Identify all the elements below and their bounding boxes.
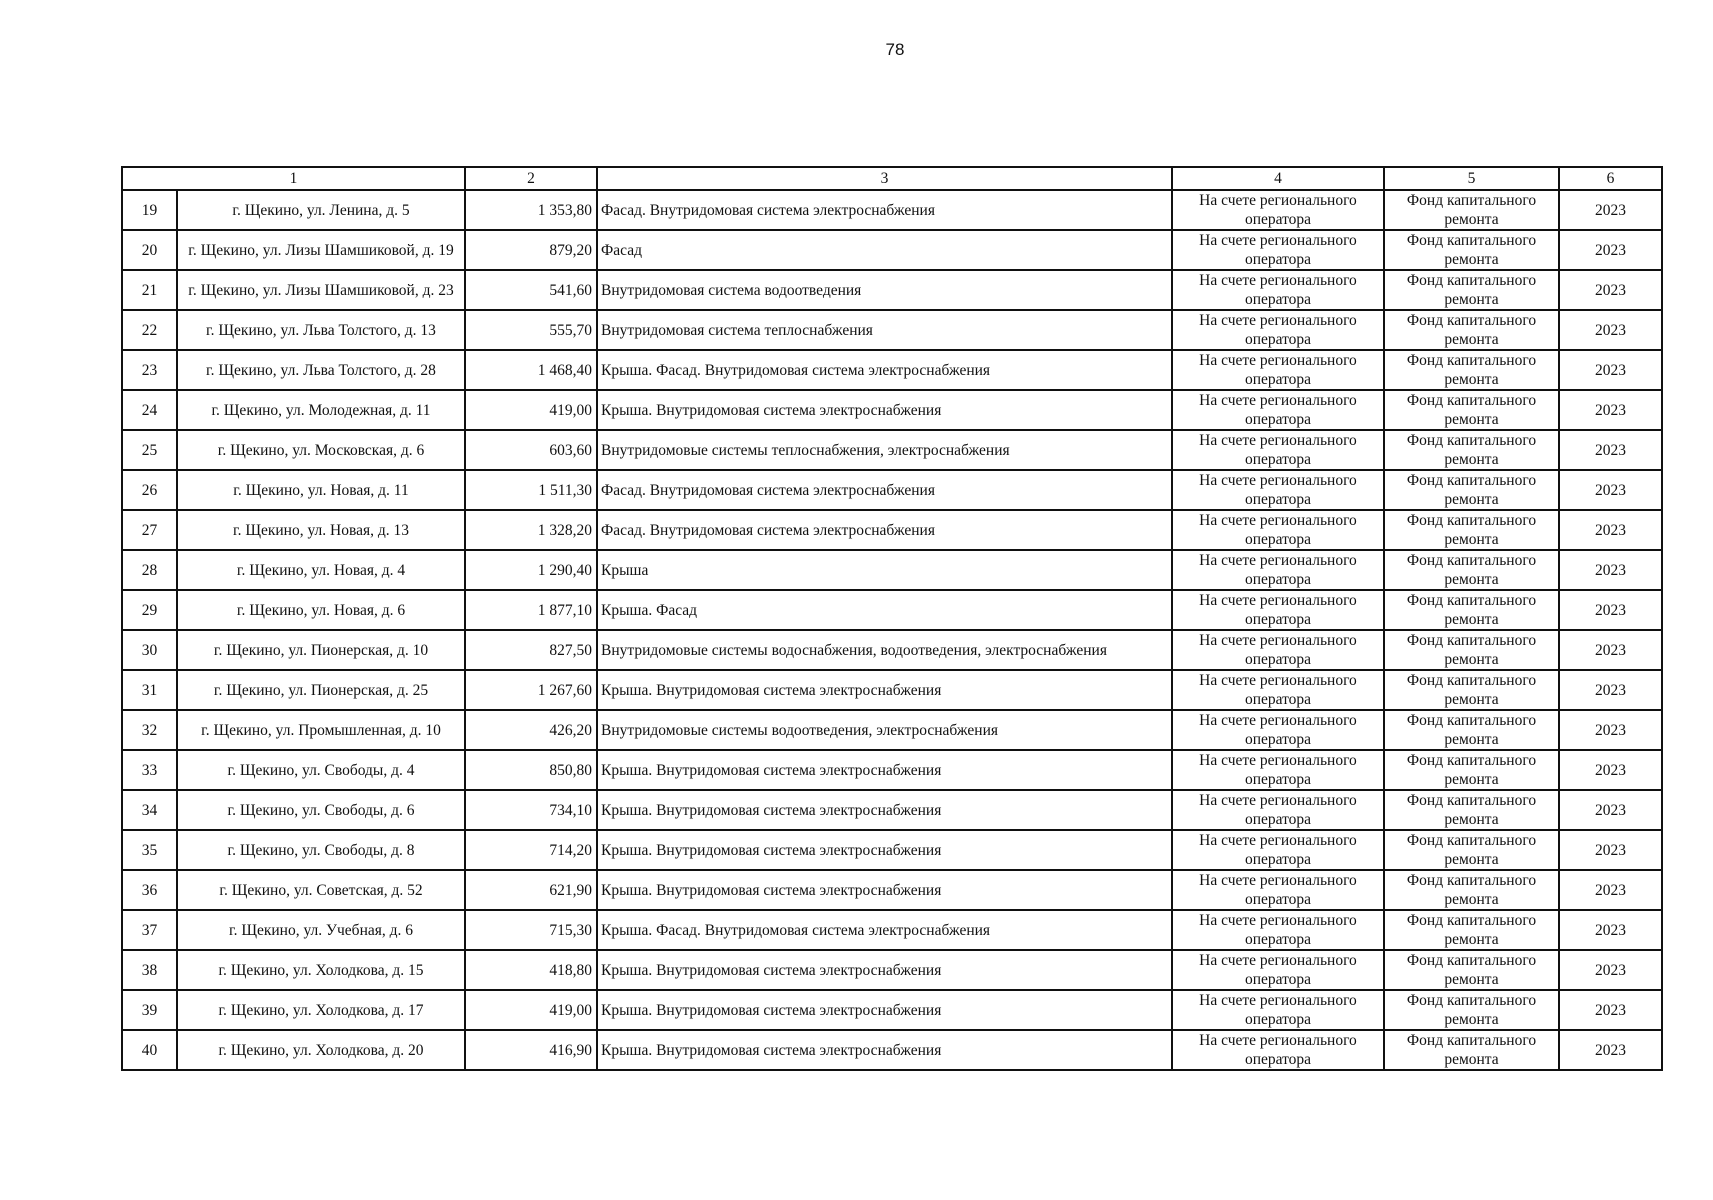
funding-source-cell: Фонд капитального ремонта	[1384, 270, 1559, 310]
year-cell: 2023	[1559, 270, 1662, 310]
funding-source-cell: Фонд капитального ремонта	[1384, 1030, 1559, 1070]
works-cell: Внутридомовые системы водоотведения, электроснабжения	[597, 710, 1172, 750]
area-cell: 1 353,80	[465, 190, 597, 230]
table-row	[122, 590, 1662, 630]
table-row	[122, 910, 1662, 950]
row-number: 27	[122, 510, 177, 550]
table-row	[122, 310, 1662, 350]
account-cell: На счете регионального оператора	[1172, 350, 1384, 390]
account-cell: На счете регионального оператора	[1172, 710, 1384, 750]
address-cell: г. Щекино, ул. Льва Толстого, д. 13	[177, 310, 465, 350]
works-cell: Крыша. Внутридомовая система электроснабжения	[597, 390, 1172, 430]
area-cell: 850,80	[465, 750, 597, 790]
area-cell: 1 877,10	[465, 590, 597, 630]
table-row	[122, 670, 1662, 710]
table-row	[122, 190, 1662, 230]
account-cell: На счете регионального оператора	[1172, 190, 1384, 230]
works-cell: Крыша. Фасад. Внутридомовая система электроснабжения	[597, 350, 1172, 390]
address-cell: г. Щекино, ул. Новая, д. 11	[177, 470, 465, 510]
area-cell: 714,20	[465, 830, 597, 870]
address-cell: г. Щекино, ул. Ленина, д. 5	[177, 190, 465, 230]
row-number: 34	[122, 790, 177, 830]
table-row	[122, 390, 1662, 430]
area-cell: 1 267,60	[465, 670, 597, 710]
funding-source-cell: Фонд капитального ремонта	[1384, 630, 1559, 670]
address-cell: г. Щекино, ул. Холодкова, д. 17	[177, 990, 465, 1030]
year-cell: 2023	[1559, 470, 1662, 510]
table-row	[122, 630, 1662, 670]
address-cell: г. Щекино, ул. Советская, д. 52	[177, 870, 465, 910]
account-cell: На счете регионального оператора	[1172, 1030, 1384, 1070]
address-cell: г. Щекино, ул. Промышленная, д. 10	[177, 710, 465, 750]
address-cell: г. Щекино, ул. Новая, д. 13	[177, 510, 465, 550]
funding-source-cell: Фонд капитального ремонта	[1384, 830, 1559, 870]
area-cell: 416,90	[465, 1030, 597, 1070]
account-cell: На счете регионального оператора	[1172, 510, 1384, 550]
works-cell: Крыша. Внутридомовая система электроснабжения	[597, 870, 1172, 910]
year-cell: 2023	[1559, 190, 1662, 230]
area-cell: 419,00	[465, 990, 597, 1030]
column-header-5: 5	[1384, 167, 1559, 190]
row-number: 32	[122, 710, 177, 750]
row-number: 24	[122, 390, 177, 430]
year-cell: 2023	[1559, 510, 1662, 550]
account-cell: На счете регионального оператора	[1172, 750, 1384, 790]
year-cell: 2023	[1559, 990, 1662, 1030]
table-row	[122, 710, 1662, 750]
area-cell: 1 468,40	[465, 350, 597, 390]
area-cell: 827,50	[465, 630, 597, 670]
address-cell: г. Щекино, ул. Пионерская, д. 25	[177, 670, 465, 710]
area-cell: 1 328,20	[465, 510, 597, 550]
column-header-1: 1	[122, 167, 465, 190]
works-cell: Внутридомовая система водоотведения	[597, 270, 1172, 310]
area-cell: 1 511,30	[465, 470, 597, 510]
funding-source-cell: Фонд капитального ремонта	[1384, 550, 1559, 590]
account-cell: На счете регионального оператора	[1172, 230, 1384, 270]
year-cell: 2023	[1559, 830, 1662, 870]
address-cell: г. Щекино, ул. Новая, д. 6	[177, 590, 465, 630]
address-cell: г. Щекино, ул. Свободы, д. 4	[177, 750, 465, 790]
row-number: 26	[122, 470, 177, 510]
area-cell: 419,00	[465, 390, 597, 430]
table-row	[122, 470, 1662, 510]
account-cell: На счете регионального оператора	[1172, 590, 1384, 630]
table-row	[122, 990, 1662, 1030]
row-number: 25	[122, 430, 177, 470]
year-cell: 2023	[1559, 310, 1662, 350]
area-cell: 541,60	[465, 270, 597, 310]
table-row	[122, 790, 1662, 830]
funding-source-cell: Фонд капитального ремонта	[1384, 790, 1559, 830]
funding-source-cell: Фонд капитального ремонта	[1384, 350, 1559, 390]
row-number: 23	[122, 350, 177, 390]
works-cell: Фасад	[597, 230, 1172, 270]
account-cell: На счете регионального оператора	[1172, 950, 1384, 990]
year-cell: 2023	[1559, 870, 1662, 910]
account-cell: На счете регионального оператора	[1172, 670, 1384, 710]
works-cell: Крыша. Внутридомовая система электроснабжения	[597, 750, 1172, 790]
account-cell: На счете регионального оператора	[1172, 870, 1384, 910]
funding-source-cell: Фонд капитального ремонта	[1384, 950, 1559, 990]
row-number: 33	[122, 750, 177, 790]
address-cell: г. Щекино, ул. Лизы Шамшиковой, д. 19	[177, 230, 465, 270]
account-cell: На счете регионального оператора	[1172, 830, 1384, 870]
account-cell: На счете регионального оператора	[1172, 470, 1384, 510]
row-number: 22	[122, 310, 177, 350]
works-cell: Фасад. Внутридомовая система электроснабжения	[597, 510, 1172, 550]
area-cell: 715,30	[465, 910, 597, 950]
funding-source-cell: Фонд капитального ремонта	[1384, 870, 1559, 910]
table-header-row	[122, 167, 1662, 190]
funding-source-cell: Фонд капитального ремонта	[1384, 910, 1559, 950]
row-number: 20	[122, 230, 177, 270]
address-cell: г. Щекино, ул. Холодкова, д. 15	[177, 950, 465, 990]
works-cell: Крыша	[597, 550, 1172, 590]
address-cell: г. Щекино, ул. Московская, д. 6	[177, 430, 465, 470]
repair-program-table	[121, 166, 1663, 1071]
year-cell: 2023	[1559, 950, 1662, 990]
table-row	[122, 510, 1662, 550]
year-cell: 2023	[1559, 910, 1662, 950]
account-cell: На счете регионального оператора	[1172, 430, 1384, 470]
works-cell: Крыша. Внутридомовая система электроснабжения	[597, 990, 1172, 1030]
year-cell: 2023	[1559, 750, 1662, 790]
year-cell: 2023	[1559, 630, 1662, 670]
table-row	[122, 750, 1662, 790]
funding-source-cell: Фонд капитального ремонта	[1384, 510, 1559, 550]
works-cell: Крыша. Внутридомовая система электроснабжения	[597, 790, 1172, 830]
works-cell: Крыша. Фасад	[597, 590, 1172, 630]
year-cell: 2023	[1559, 670, 1662, 710]
column-header-4: 4	[1172, 167, 1384, 190]
funding-source-cell: Фонд капитального ремонта	[1384, 710, 1559, 750]
works-cell: Внутридомовая система теплоснабжения	[597, 310, 1172, 350]
row-number: 40	[122, 1030, 177, 1070]
account-cell: На счете регионального оператора	[1172, 390, 1384, 430]
account-cell: На счете регионального оператора	[1172, 990, 1384, 1030]
funding-source-cell: Фонд капитального ремонта	[1384, 190, 1559, 230]
row-number: 37	[122, 910, 177, 950]
column-header-2: 2	[465, 167, 597, 190]
row-number: 35	[122, 830, 177, 870]
table-row	[122, 950, 1662, 990]
year-cell: 2023	[1559, 390, 1662, 430]
row-number: 31	[122, 670, 177, 710]
year-cell: 2023	[1559, 230, 1662, 270]
table-row	[122, 230, 1662, 270]
column-header-6: 6	[1559, 167, 1662, 190]
year-cell: 2023	[1559, 550, 1662, 590]
area-cell: 418,80	[465, 950, 597, 990]
year-cell: 2023	[1559, 710, 1662, 750]
address-cell: г. Щекино, ул. Свободы, д. 8	[177, 830, 465, 870]
row-number: 39	[122, 990, 177, 1030]
works-cell: Крыша. Внутридомовая система электроснабжения	[597, 950, 1172, 990]
address-cell: г. Щекино, ул. Льва Толстого, д. 28	[177, 350, 465, 390]
works-cell: Крыша. Внутридомовая система электроснабжения	[597, 830, 1172, 870]
funding-source-cell: Фонд капитального ремонта	[1384, 470, 1559, 510]
area-cell: 603,60	[465, 430, 597, 470]
year-cell: 2023	[1559, 590, 1662, 630]
funding-source-cell: Фонд капитального ремонта	[1384, 670, 1559, 710]
table-row	[122, 870, 1662, 910]
funding-source-cell: Фонд капитального ремонта	[1384, 230, 1559, 270]
funding-source-cell: Фонд капитального ремонта	[1384, 750, 1559, 790]
year-cell: 2023	[1559, 350, 1662, 390]
address-cell: г. Щекино, ул. Новая, д. 4	[177, 550, 465, 590]
address-cell: г. Щекино, ул. Учебная, д. 6	[177, 910, 465, 950]
row-number: 19	[122, 190, 177, 230]
works-cell: Фасад. Внутридомовая система электроснабжения	[597, 190, 1172, 230]
area-cell: 734,10	[465, 790, 597, 830]
year-cell: 2023	[1559, 790, 1662, 830]
account-cell: На счете регионального оператора	[1172, 550, 1384, 590]
area-cell: 555,70	[465, 310, 597, 350]
table-row	[122, 430, 1662, 470]
address-cell: г. Щекино, ул. Лизы Шамшиковой, д. 23	[177, 270, 465, 310]
row-number: 28	[122, 550, 177, 590]
table-row	[122, 270, 1662, 310]
funding-source-cell: Фонд капитального ремонта	[1384, 430, 1559, 470]
address-cell: г. Щекино, ул. Молодежная, д. 11	[177, 390, 465, 430]
works-cell: Крыша. Внутридомовая система электроснабжения	[597, 1030, 1172, 1070]
table-body	[122, 167, 1662, 1070]
column-header-3: 3	[597, 167, 1172, 190]
funding-source-cell: Фонд капитального ремонта	[1384, 590, 1559, 630]
row-number: 30	[122, 630, 177, 670]
year-cell: 2023	[1559, 1030, 1662, 1070]
year-cell: 2023	[1559, 430, 1662, 470]
funding-source-cell: Фонд капитального ремонта	[1384, 310, 1559, 350]
account-cell: На счете регионального оператора	[1172, 310, 1384, 350]
funding-source-cell: Фонд капитального ремонта	[1384, 390, 1559, 430]
works-cell: Внутридомовые системы теплоснабжения, электроснабжения	[597, 430, 1172, 470]
row-number: 38	[122, 950, 177, 990]
address-cell: г. Щекино, ул. Пионерская, д. 10	[177, 630, 465, 670]
works-cell: Фасад. Внутридомовая система электроснабжения	[597, 470, 1172, 510]
row-number: 21	[122, 270, 177, 310]
works-cell: Крыша. Фасад. Внутридомовая система электроснабжения	[597, 910, 1172, 950]
works-cell: Крыша. Внутридомовая система электроснабжения	[597, 670, 1172, 710]
table-row	[122, 550, 1662, 590]
table-row	[122, 350, 1662, 390]
works-cell: Внутридомовые системы водоснабжения, водоотведения, электроснабжения	[597, 630, 1172, 670]
row-number: 36	[122, 870, 177, 910]
account-cell: На счете регионального оператора	[1172, 910, 1384, 950]
page-number: 78	[885, 40, 905, 59]
address-cell: г. Щекино, ул. Свободы, д. 6	[177, 790, 465, 830]
table-row	[122, 830, 1662, 870]
funding-source-cell: Фонд капитального ремонта	[1384, 990, 1559, 1030]
area-cell: 621,90	[465, 870, 597, 910]
area-cell: 879,20	[465, 230, 597, 270]
row-number: 29	[122, 590, 177, 630]
area-cell: 1 290,40	[465, 550, 597, 590]
table-row	[122, 1030, 1662, 1070]
address-cell: г. Щекино, ул. Холодкова, д. 20	[177, 1030, 465, 1070]
area-cell: 426,20	[465, 710, 597, 750]
account-cell: На счете регионального оператора	[1172, 270, 1384, 310]
account-cell: На счете регионального оператора	[1172, 630, 1384, 670]
account-cell: На счете регионального оператора	[1172, 790, 1384, 830]
